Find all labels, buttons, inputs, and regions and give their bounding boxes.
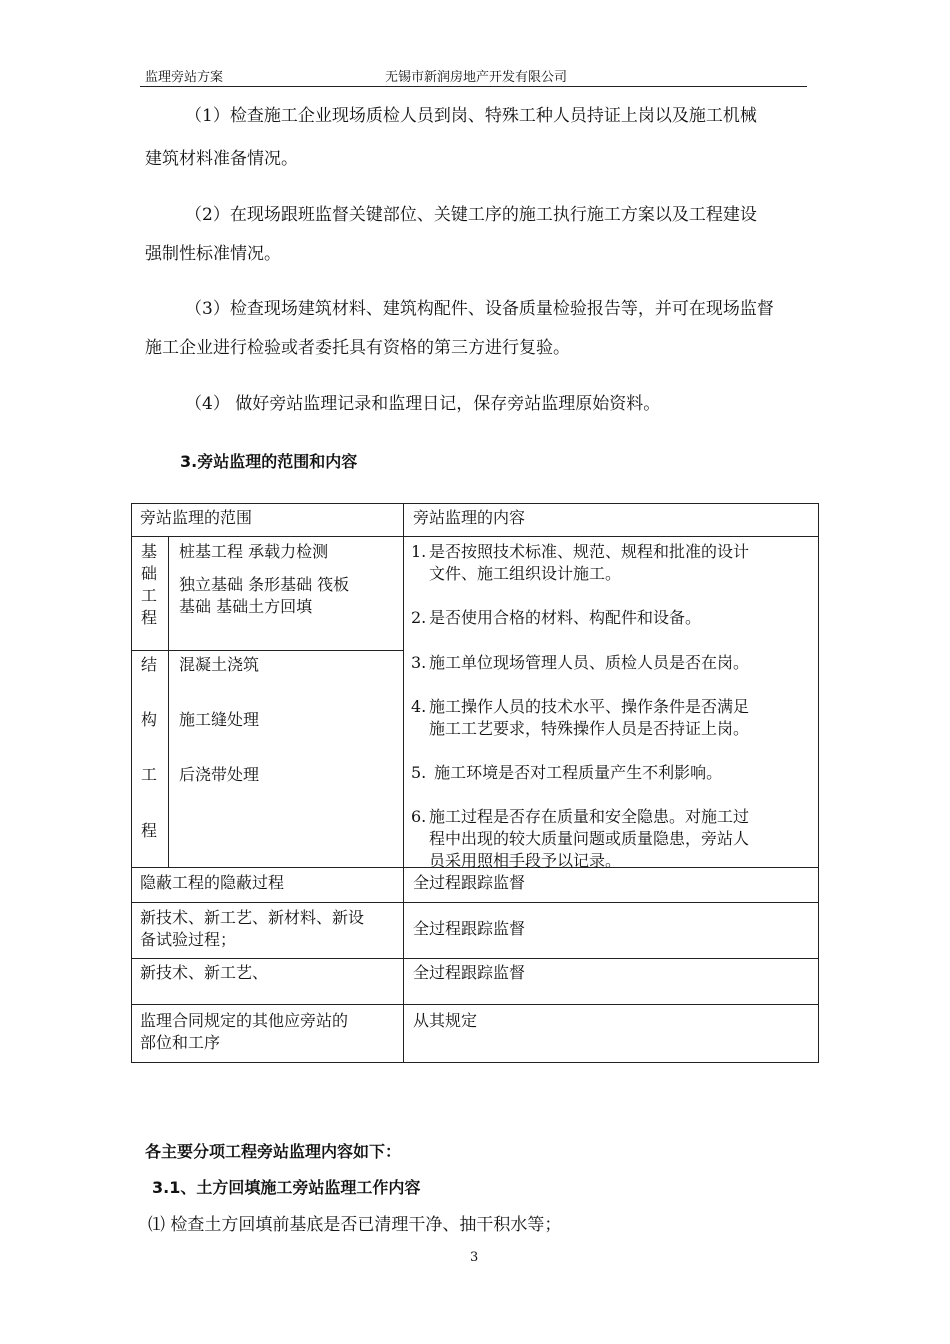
row-3-scope: 新技术、新工艺、 xyxy=(140,963,269,982)
content-item-1 xyxy=(411,541,749,585)
foundation-item-1: 桩基工程 承载力检测 xyxy=(179,542,329,561)
row-2-scope-line2: 备试验过程； xyxy=(140,930,237,949)
table-rule-4 xyxy=(131,1004,819,1005)
table-border-right xyxy=(818,503,819,1062)
para-4: （4） 做好旁站监理记录和监理日记，保存旁站监理原始资料。 xyxy=(185,394,661,414)
table-category-divider xyxy=(168,536,169,867)
row-4-scope xyxy=(140,1010,348,1054)
content-item-5-num: 5. xyxy=(411,763,427,782)
header-rule xyxy=(140,86,807,87)
structure-char-4: 程 xyxy=(141,821,158,840)
para-1-line1: （1）检查施工企业现场质检人员到岗、特殊工种人员持证上岗以及施工机械 xyxy=(185,106,757,126)
structure-item-1: 混凝土浇筑 xyxy=(179,655,260,674)
para-3-line1: （3）检查现场建筑材料、建筑构配件、设备质量检验报告等，并可在现场监督 xyxy=(185,299,774,319)
para-1-line2: 建筑材料准备情况。 xyxy=(145,149,298,169)
content-item-2-line1: 是否使用合格的材料、构配件和设备。 xyxy=(429,608,702,627)
col-header-content: 旁站监理的内容 xyxy=(413,508,526,527)
foundation-item-2: 独立基础 条形基础 筏板 xyxy=(179,575,350,594)
header-center: 无锡市新润房地产开发有限公司 xyxy=(385,70,568,85)
structure-char-3: 工 xyxy=(141,765,158,784)
content-item-3 xyxy=(411,652,749,674)
foundation-char-2: 础 xyxy=(141,564,158,583)
foundation-item-3: 基础 基础土方回填 xyxy=(179,597,313,616)
row-4-content: 从其规定 xyxy=(413,1011,478,1030)
content-item-2-num: 2. xyxy=(411,608,427,627)
content-item-5 xyxy=(411,762,722,784)
content-item-1-num: 1. xyxy=(411,542,427,561)
row-1-scope: 隐蔽工程的隐蔽过程 xyxy=(140,873,285,892)
subsection-intro: 各主要分项工程旁站监理内容如下： xyxy=(145,1142,402,1161)
table-border-left xyxy=(131,503,132,1062)
row-2-scope-line1: 新技术、新工艺、新材料、新设 xyxy=(140,908,365,927)
row-2-content: 全过程跟踪监督 xyxy=(413,919,526,938)
item-3-1-1: ⑴ 检查土方回填前基底是否已清理干净、抽干积水等； xyxy=(148,1215,562,1235)
content-item-5-line1: 施工环境是否对工程质量产生不利影响。 xyxy=(429,763,723,782)
section-3-heading: 3.旁站监理的范围和内容 xyxy=(180,452,358,471)
foundation-char-1: 基 xyxy=(141,542,158,561)
content-item-3-line1: 施工单位现场管理人员、质检人员是否在岗。 xyxy=(429,653,750,672)
foundation-char-3: 工 xyxy=(141,586,158,605)
structure-item-3: 后浇带处理 xyxy=(179,765,260,784)
content-item-1-line1: 是否按照技术标准、规范、规程和批准的设计 xyxy=(429,542,750,561)
content-item-6 xyxy=(411,806,749,872)
para-2-line1: （2）在现场跟班监督关键部位、关键工序的施工执行施工方案以及工程建设 xyxy=(185,205,757,225)
content-item-3-num: 3. xyxy=(411,653,427,672)
table-col-divider xyxy=(403,503,404,1062)
table-foundation-rule xyxy=(131,650,404,651)
table-header-rule xyxy=(131,536,819,537)
page-number: 3 xyxy=(470,1250,479,1265)
content-item-6-line1: 施工过程是否存在质量和安全隐患。对施工过 xyxy=(429,807,750,826)
content-item-4-num: 4. xyxy=(411,697,427,716)
table-border-top xyxy=(131,503,819,504)
foundation-char-4: 程 xyxy=(141,608,158,627)
content-item-6-line2: 程中出现的较大质量问题或质量隐患，旁站人 xyxy=(429,829,750,848)
content-item-4-line1: 施工操作人员的技术水平、操作条件是否满足 xyxy=(429,697,750,716)
structure-char-1: 结 xyxy=(141,655,158,674)
row-4-scope-line2: 部位和工序 xyxy=(140,1033,221,1052)
para-2-line2: 强制性标准情况。 xyxy=(145,244,281,264)
content-item-4-line2: 施工工艺要求，特殊操作人员是否持证上岗。 xyxy=(429,719,750,738)
row-2-scope xyxy=(140,907,364,951)
table-rule-2 xyxy=(131,902,819,903)
row-4-scope-line1: 监理合同规定的其他应旁站的 xyxy=(140,1011,349,1030)
row-3-content: 全过程跟踪监督 xyxy=(413,963,526,982)
content-item-2 xyxy=(411,607,701,629)
content-item-4 xyxy=(411,696,749,740)
table-rule-3 xyxy=(131,958,819,959)
header-left: 监理旁站方案 xyxy=(145,70,224,85)
structure-item-2: 施工缝处理 xyxy=(179,710,260,729)
subsection-3-1-heading: 3.1、土方回填施工旁站监理工作内容 xyxy=(152,1178,421,1197)
content-item-1-line2: 文件、施工组织设计施工。 xyxy=(429,564,622,583)
structure-char-2: 构 xyxy=(141,710,158,729)
content-item-6-line3: 员采用照相手段予以记录。 xyxy=(429,851,622,870)
row-1-content: 全过程跟踪监督 xyxy=(413,873,526,892)
col-header-scope: 旁站监理的范围 xyxy=(140,508,253,527)
para-3-line2: 施工企业进行检验或者委托具有资格的第三方进行复验。 xyxy=(145,338,570,358)
table-border-bottom xyxy=(131,1062,819,1063)
content-item-6-num: 6. xyxy=(411,807,427,826)
